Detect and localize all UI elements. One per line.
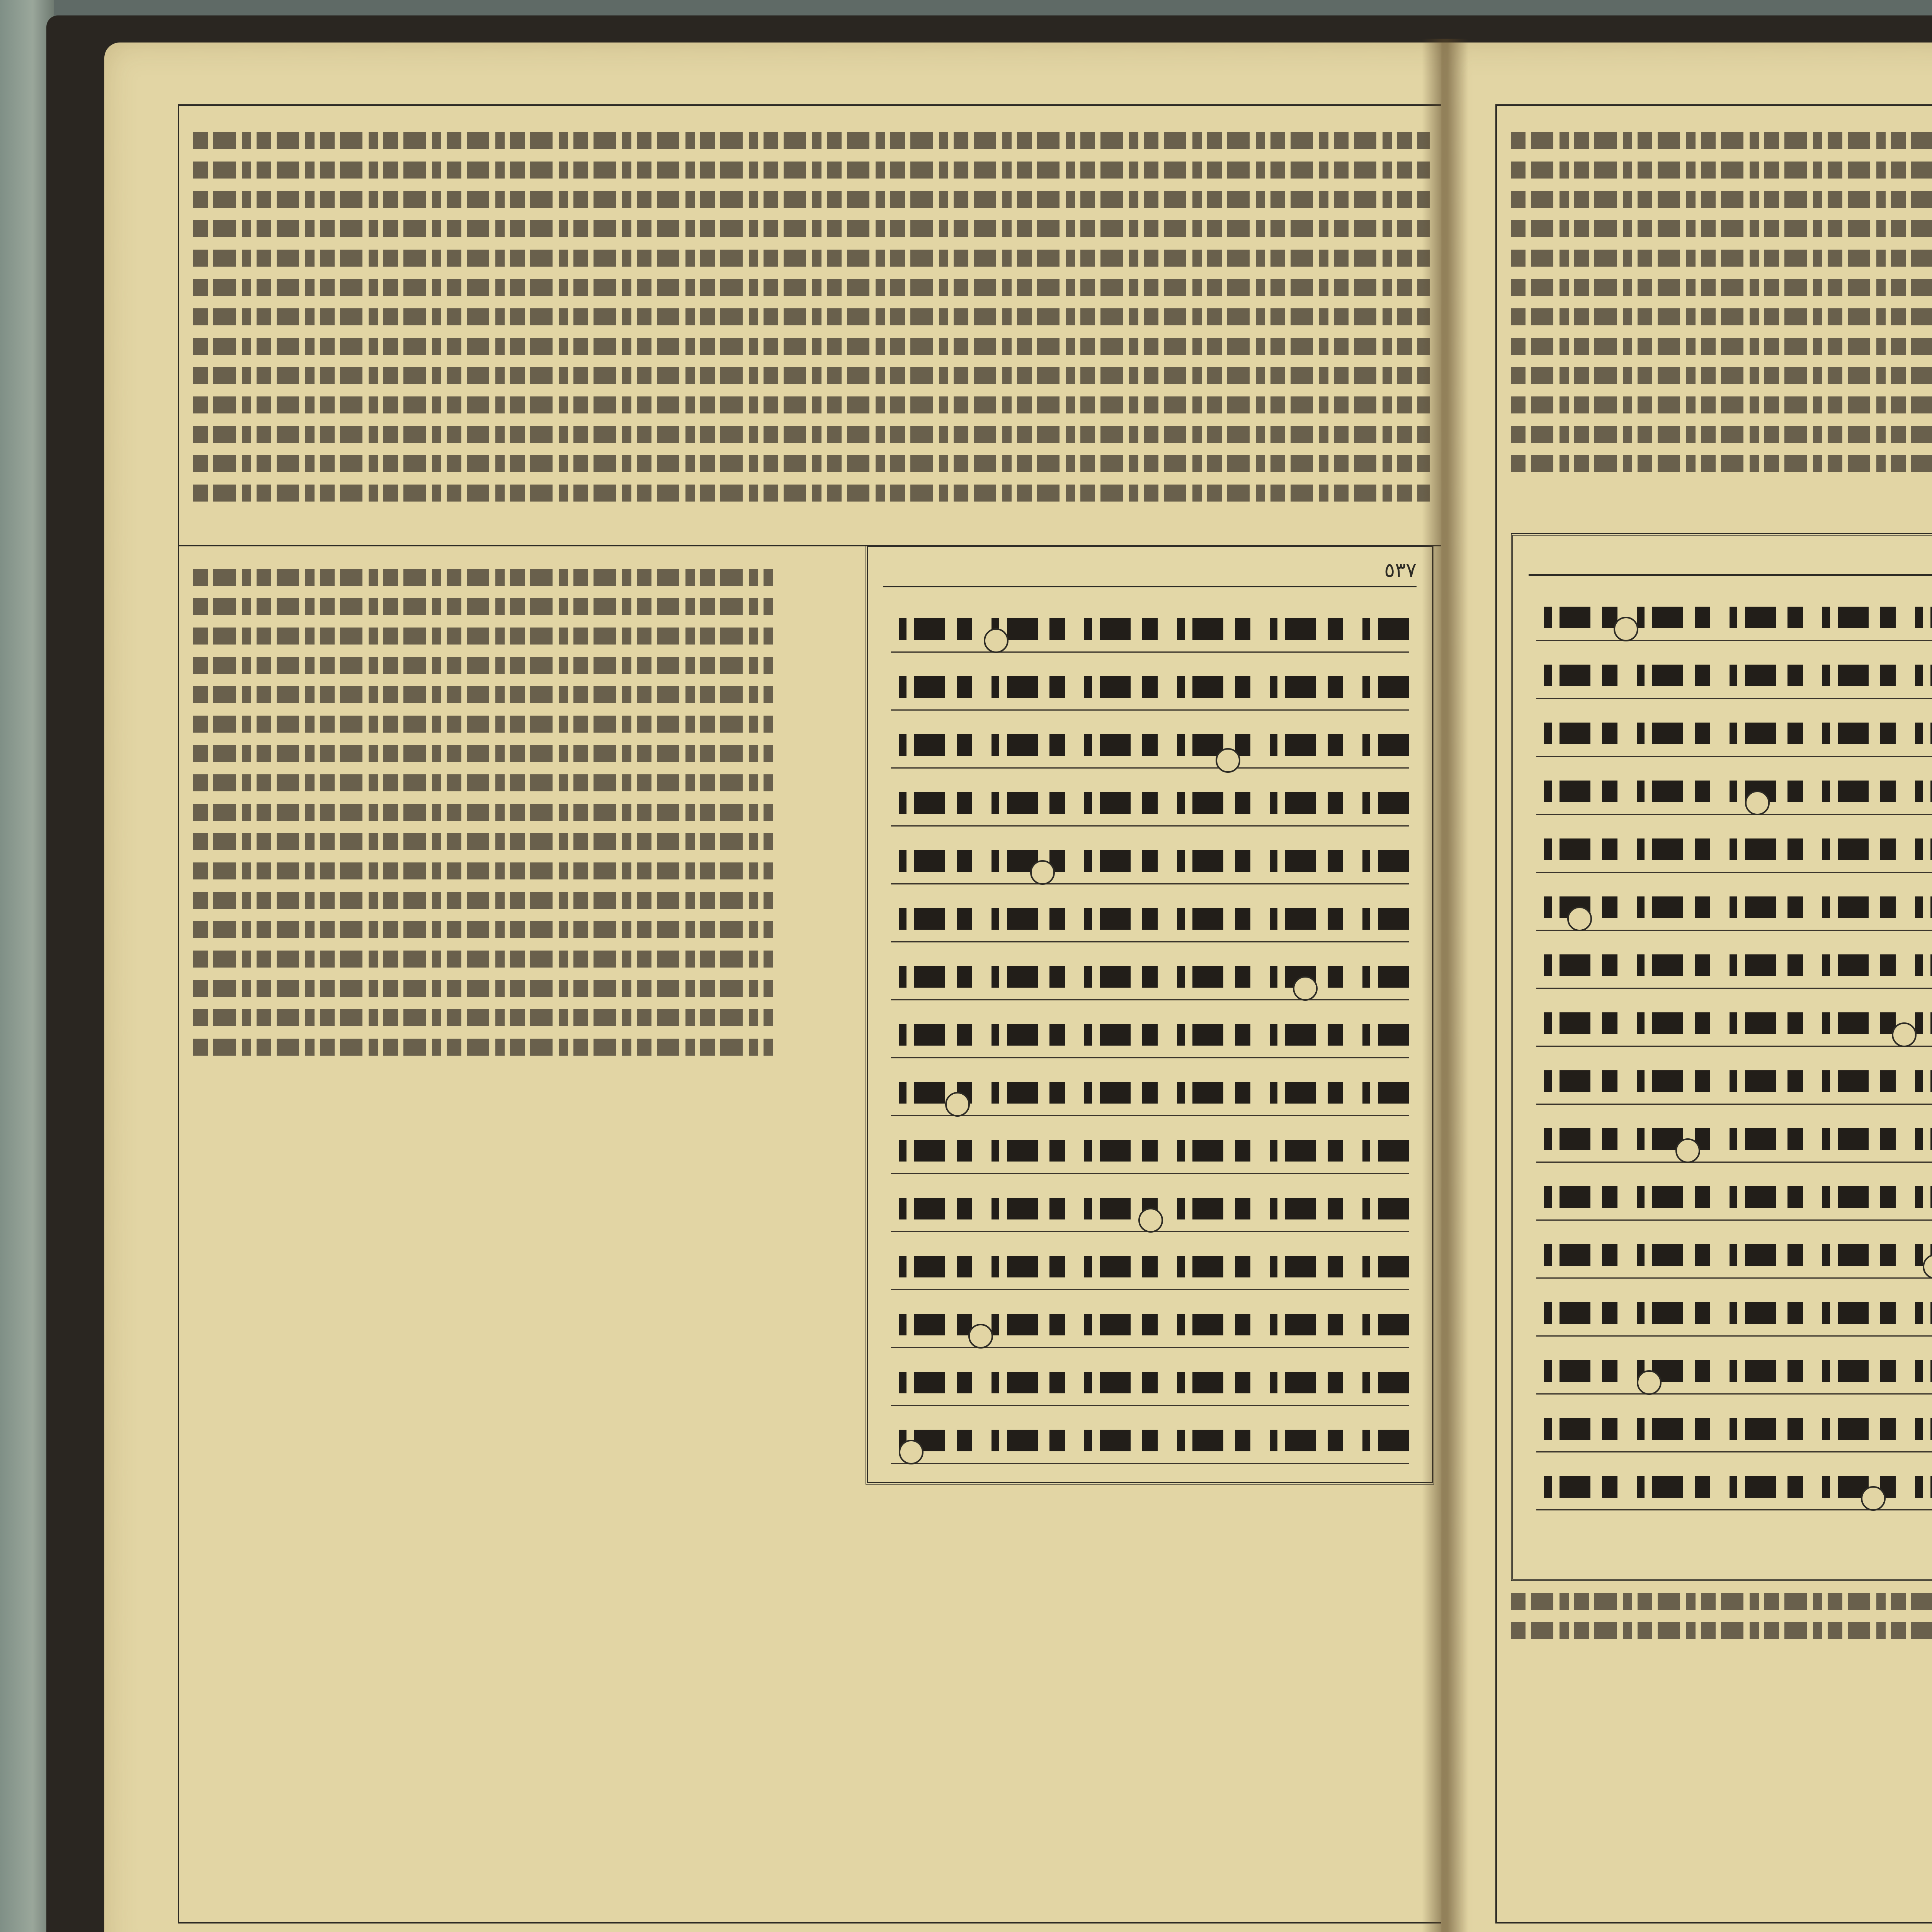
left-commentary-top — [193, 120, 1430, 545]
verse-marker — [1675, 1138, 1700, 1163]
verse-marker — [1745, 791, 1770, 815]
verse-marker — [1216, 748, 1240, 773]
right-page — [1441, 43, 1932, 1932]
verse-marker — [1567, 906, 1592, 931]
right-commentary-bottom — [1511, 1580, 1932, 1642]
verse-marker — [1293, 976, 1318, 1001]
verse-marker — [1637, 1370, 1662, 1395]
left-page — [104, 43, 1480, 1932]
left-commentary-side — [193, 556, 773, 1097]
verse-marker — [968, 1324, 993, 1349]
verse-marker — [945, 1092, 970, 1117]
verse-marker — [1138, 1208, 1163, 1233]
verse-marker — [1030, 860, 1055, 885]
left-quran-header — [883, 555, 1417, 587]
verse-marker — [899, 1440, 923, 1464]
verse-marker — [1614, 617, 1638, 641]
left-page-number: ٥٣٧ — [1384, 559, 1417, 582]
verse-marker — [1861, 1486, 1886, 1511]
right-quran-panel — [1511, 533, 1932, 1581]
right-quran-header — [1529, 543, 1932, 576]
backdrop-left — [0, 0, 54, 1932]
verse-marker — [984, 628, 1009, 653]
left-quran-panel — [866, 545, 1434, 1485]
book-gutter — [1422, 39, 1468, 1932]
right-commentary-top — [1511, 120, 1932, 506]
open-book — [46, 15, 1932, 1932]
verse-marker — [1892, 1022, 1917, 1047]
